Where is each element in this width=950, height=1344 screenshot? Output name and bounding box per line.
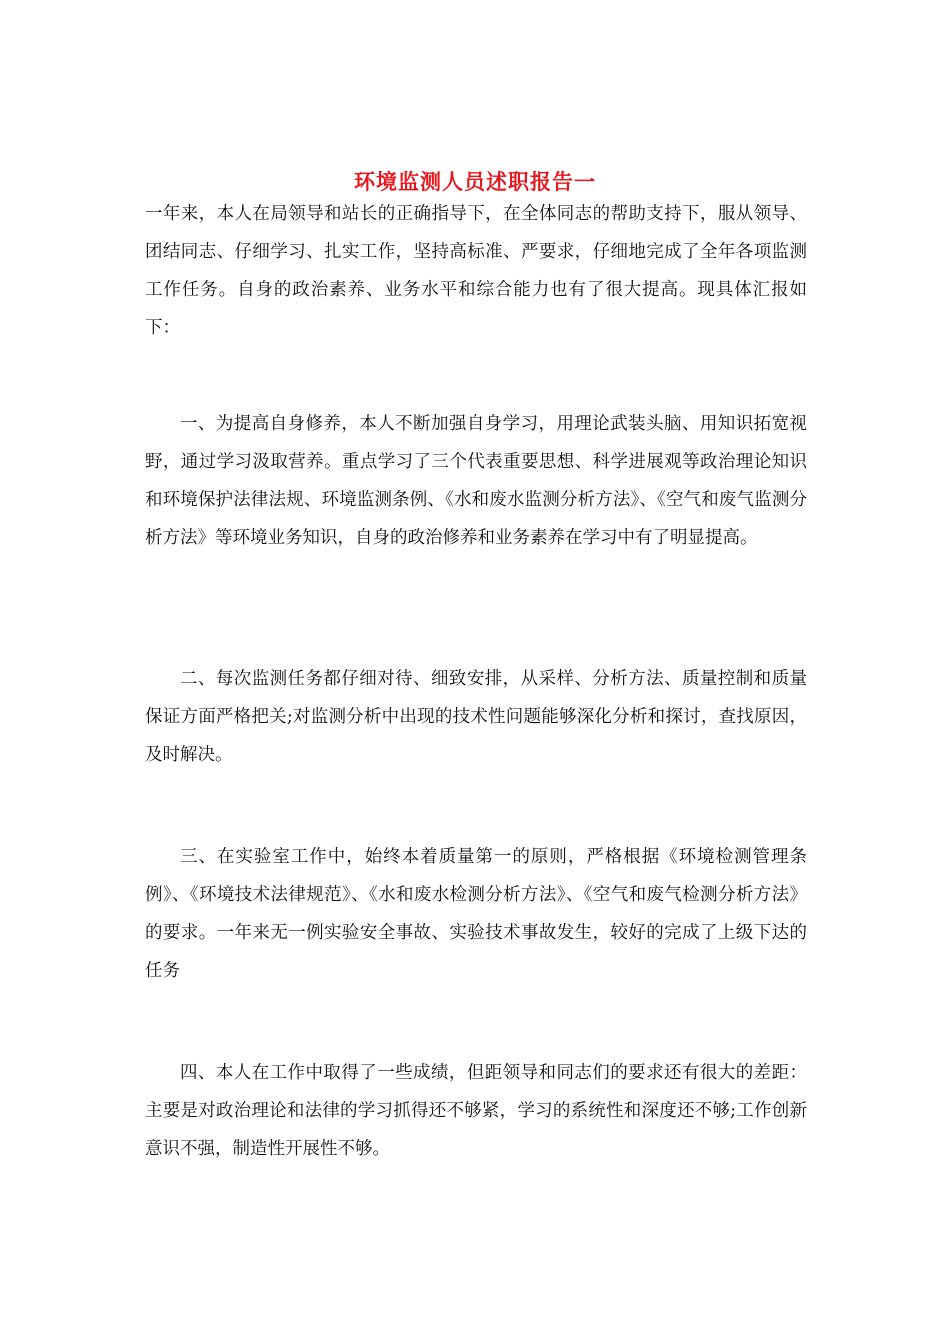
paragraph-two: 二、每次监测任务都仔细对待、细致安排，从采样、分析方法、质量控制和质量保证方面严格把关;对监测分析中出现的技术性问题能够深化分析和探讨，查找原因，及时解决。 (145, 669, 807, 765)
paragraph-intro: 一年来，本人在局领导和站长的正确指导下，在全体同志的帮助支持下，服从领导、团结同志、仔细学习、扎实工作，坚持高标准、严要求，仔细地完成了全年各项监测工作任务。自身的政治素养、业务水平和综合能力也有了很大提高。现具体汇报如下： (145, 204, 807, 338)
paragraph-one: 一、为提高自身修养，本人不断加强自身学习，用理论武装头脑、用知识拓宽视野，通过学习汲取营养。重点学习了三个代表重要思想、科学进展观等政治理论知识和环境保护法律法规、环境监测条例、《水和废水监测分析方法》、《空气和废气监测分析方法》等环境业务知识，自身的政治修养和业务素养在学习中有了明显提高。 (145, 414, 807, 548)
document-title: 环境监测人员述职报告一 (354, 169, 596, 195)
paragraph-four: 四、本人在工作中取得了一些成绩，但距领导和同志们的要求还有很大的差距：主要是对政治理论和法律的学习抓得还不够紧，学习的系统性和深度还不够;工作创新意识不强，制造性开展性不够。 (145, 1063, 807, 1159)
paragraph-three: 三、在实验室工作中，始终本着质量第一的原则，严格根据《环境检测管理条例》、《环境技术法律规范》、《水和废水检测分析方法》、《空气和废气检测分析方法》的要求。一年来无一例实验安全事故、实验技术事故发生，较好的完成了上级下达的任务 (145, 847, 807, 981)
